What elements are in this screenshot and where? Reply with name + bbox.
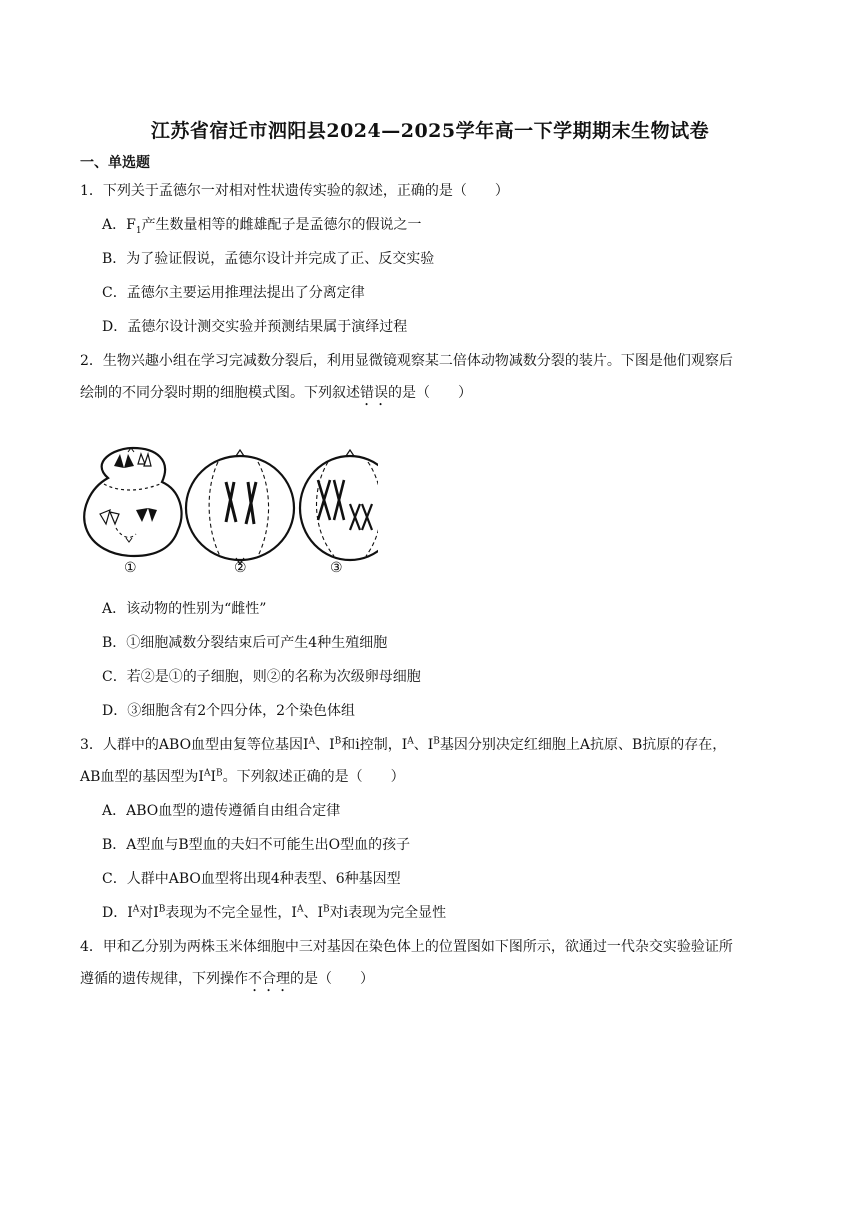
section-heading: 一、单选题 [80, 155, 150, 171]
q3-option-c: C．人群中ABO血型将出现4种表型、6种基因型 [102, 871, 401, 887]
q1-option-d: D．孟德尔设计测交实验并预测结果属于演绎过程 [102, 319, 408, 335]
q3-option-a: A．ABO血型的遗传遵循自由组合定律 [102, 803, 341, 819]
q2-stem-line2: 绘制的不同分裂时期的细胞模式图。下列叙述错误的是（ ） [80, 385, 472, 401]
figure-label-3: ③ [330, 560, 343, 576]
q4-stem-line1: 4．甲和乙分别为两株玉米体细胞中三对基因在染色体上的位置图如下图所示，欲通过一代杂交实验验证所 [80, 939, 733, 955]
q2-option-d: D．③细胞含有2个四分体，2个染色体组 [102, 703, 356, 719]
q1-stem: 1．下列关于孟德尔一对相对性状遗传实验的叙述，正确的是（ ） [80, 183, 509, 199]
q3-option-b: B．A型血与B型血的夫妇不可能生出O型血的孩子 [102, 837, 411, 853]
cell-2-diagram [186, 450, 294, 564]
q4-stem-line2: 遵循的遗传规律，下列操作不合理的是（ ） [80, 971, 374, 987]
q1-option-b: B．为了验证假说，孟德尔设计并完成了正、反交实验 [102, 251, 435, 267]
q2-option-a: A．该动物的性别为“雌性” [102, 601, 267, 617]
q1-option-a: A．$F_1$产生数量相等的雌雄配子是孟德尔的假说之一 [102, 217, 422, 236]
q3-stem-line1: 3．人群中的ABO血型由复等位基因$I^A$、$I^B$和i控制，$I^A$、$I^B$基因分别决定红细胞上A抗原、B抗原的存在， [80, 736, 727, 753]
q3-stem-line2: AB血型的基因型为$I^AI^B$。下列叙述正确的是（ ） [80, 768, 405, 785]
cell-3-diagram [300, 450, 378, 560]
q1-option-c: C．孟德尔主要运用推理法提出了分离定律 [102, 285, 365, 301]
q2-stem-line1: 2．生物兴趣小组在学习完减数分裂后，利用显微镜观察某二倍体动物减数分裂的装片。下图是他们观察后 [80, 353, 733, 369]
figure-label-1: ① [124, 560, 137, 576]
cell-1-diagram [84, 448, 181, 556]
q2-option-c: C．若②是①的子细胞，则②的名称为次级卵母细胞 [102, 669, 421, 685]
page-title: 江苏省宿迁市泗阳县2024—2025学年高一下学期期末生物试卷 [150, 120, 710, 142]
q3-option-d: D．$I^A$对$I^B$表现为不完全显性，$I^A$、$I^B$对i表现为完全显性 [102, 904, 447, 921]
figure-label-2: ② [234, 560, 247, 576]
q2-option-b: B．①细胞减数分裂结束后可产生4种生殖细胞 [102, 635, 388, 651]
